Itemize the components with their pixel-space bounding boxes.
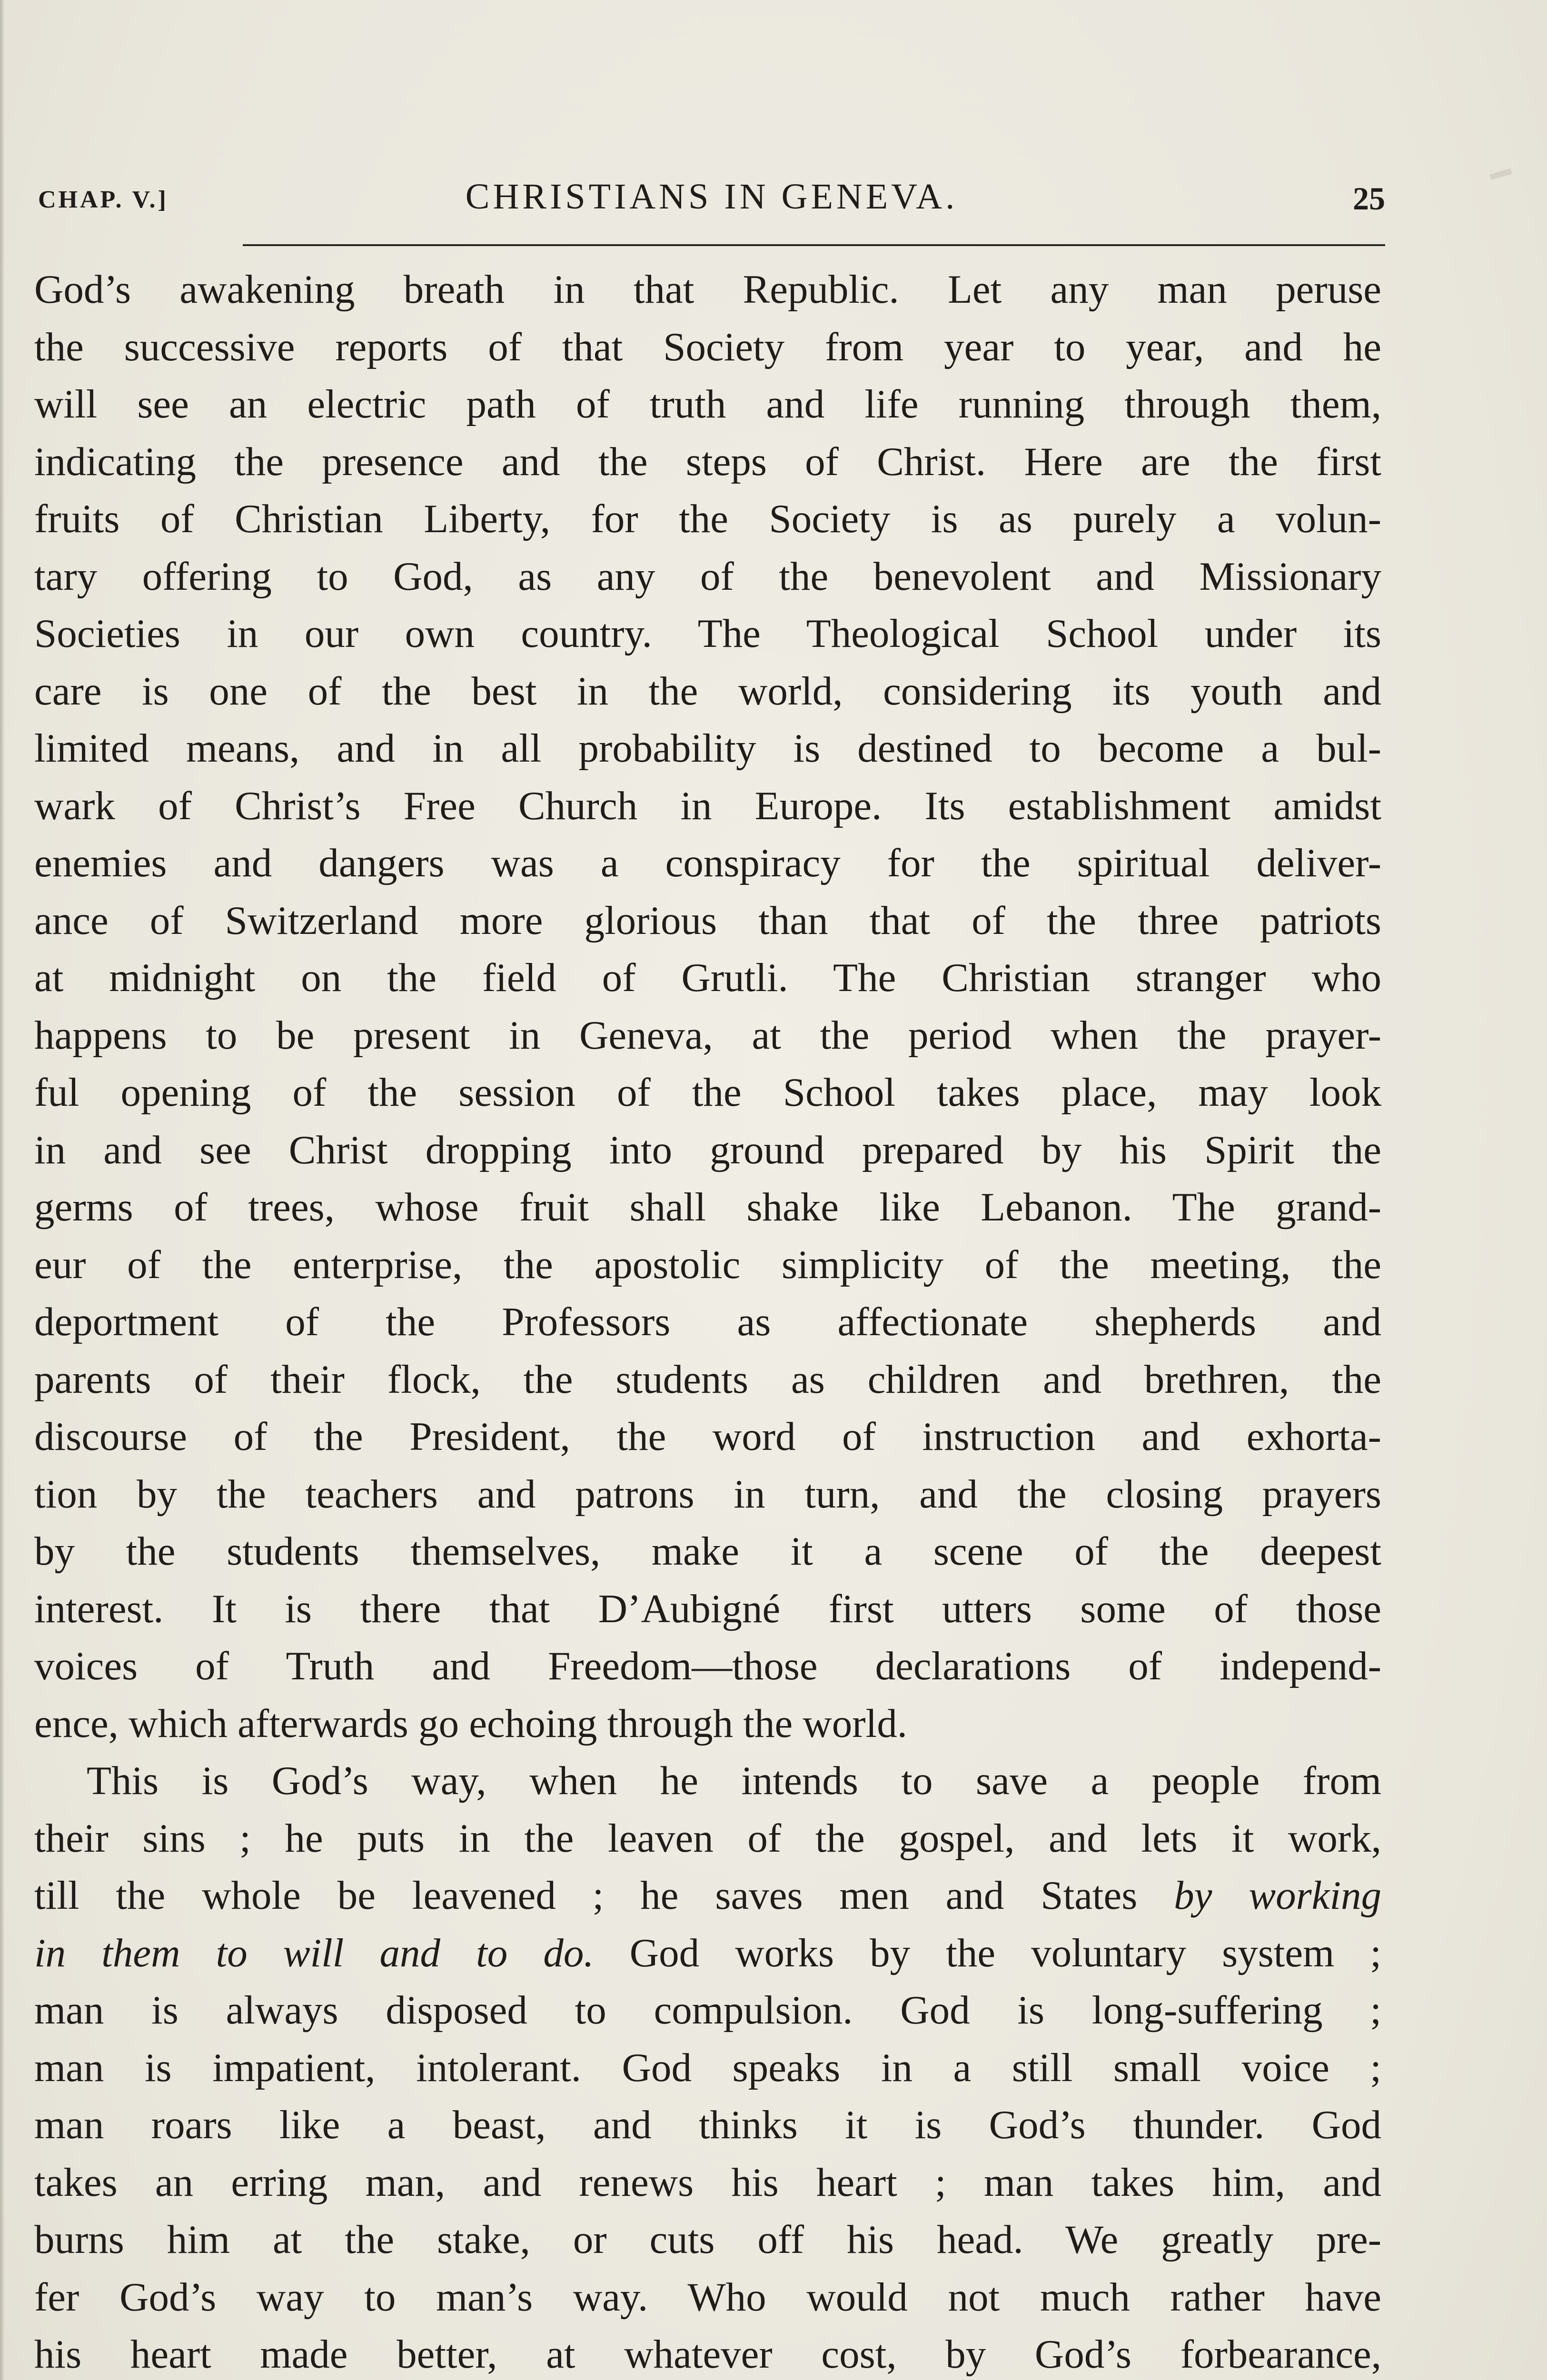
page-number: 25 [1353,180,1385,217]
text-line: man is always disposed to compulsion. God is long-suffering ; [34,1988,1381,2033]
text-line: fer God’s way to man’s way. Who would not much rather have [34,2274,1381,2320]
text-line: man roars like a beast, and thinks it is God’s thunder. God [34,2102,1381,2147]
italic-run: in them to will and to do. [34,1930,594,1975]
running-title: CHRISTIANS IN GENEVA. [465,177,958,217]
text-line: germs of trees, whose fruit shall shake like Lebanon. The grand- [34,1185,1381,1230]
text-line: God’s awakening breath in that Republic. Let any man peruse [34,267,1381,312]
text-line: the successive reports of that Society from year to year, and he [34,324,1381,369]
text-line [34,1867,1381,1924]
text-line: Societies in our own country. The Theological School under its [34,611,1381,656]
running-header [38,176,1385,228]
text-line: interest. It is there that D’Aubigné first utters some of those [34,1586,1381,1631]
body-text [34,261,1381,2380]
text-line: takes an erring man, and renews his heart ; man takes him, and [34,2160,1381,2205]
paragraph-1 [34,261,1381,1752]
text-line: voices of Truth and Freedom—those declarations of independ- [34,1644,1381,1688]
text-line: fruits of Christian Liberty, for the Society is as purely a volun- [34,496,1381,541]
chapter-label: CHAP. V.] [38,186,169,213]
text-line: tion by the teachers and patrons in turn, and the closing prayers [34,1471,1381,1517]
text-line: limited means, and in all probability is destined to become a bul- [34,726,1381,771]
text-line: parents of their flock, the students as children and brethren, the [34,1357,1381,1402]
text-line: in and see Christ dropping into ground prepared by his Spirit the [34,1127,1381,1172]
text-line: deportment of the Professors as affectionate shepherds and [34,1299,1381,1344]
text-line: eur of the enterprise, the apostolic simplicity of the meeting, the [34,1242,1381,1287]
text-run: till the whole be leavened ; he saves men and States [34,1873,1174,1918]
text-line: man is impatient, intolerant. God speaks in a still small voice ; [34,2045,1381,2090]
text-line: happens to be present in Geneva, at the period when the prayer- [34,1012,1381,1058]
paragraph-2 [34,1752,1381,2380]
paper-blemish [1489,169,1512,180]
text-line: enemies and dangers was a conspiracy for the spiritual deliver- [34,841,1381,885]
text-line: discourse of the President, the word of instruction and exhorta- [34,1414,1381,1459]
italic-run: by working [1174,1873,1381,1918]
text-line: their sins ; he puts in the leaven of the gospel, and lets it work, [34,1815,1381,1861]
text-line: care is one of the best in the world, considering its youth and [34,668,1381,714]
header-rule [243,244,1385,246]
text-run: God works by the voluntary system ; [594,1930,1381,1975]
text-line: burns him at the stake, or cuts off his head. We greatly pre- [34,2217,1381,2262]
text-line: This is God’s way, when he intends to save a people from [87,1758,1381,1803]
page-gutter-shadow [0,0,5,2380]
text-line [34,1924,1381,1982]
text-line: ance of Switzerland more glorious than that of the three patriots [34,898,1381,943]
text-line: at midnight on the field of Grutli. The Christian stranger who [34,955,1381,1000]
text-line: his heart made better, at whatever cost, by God’s forbearance, [34,2332,1381,2377]
text-line: will see an electric path of truth and life running through them, [34,382,1381,426]
text-line: tary offering to God, as any of the benevolent and Missionary [34,554,1381,599]
text-line: ful opening of the session of the School takes place, may look [34,1070,1381,1115]
text-line: by the students themselves, make it a scene of the deepest [34,1529,1381,1574]
text-line: wark of Christ’s Free Church in Europe. Its establishment amidst [34,783,1381,828]
text-line: ence, which afterwards go echoing through the world. [34,1701,907,1746]
text-line: indicating the presence and the steps of Christ. Here are the first [34,439,1381,484]
